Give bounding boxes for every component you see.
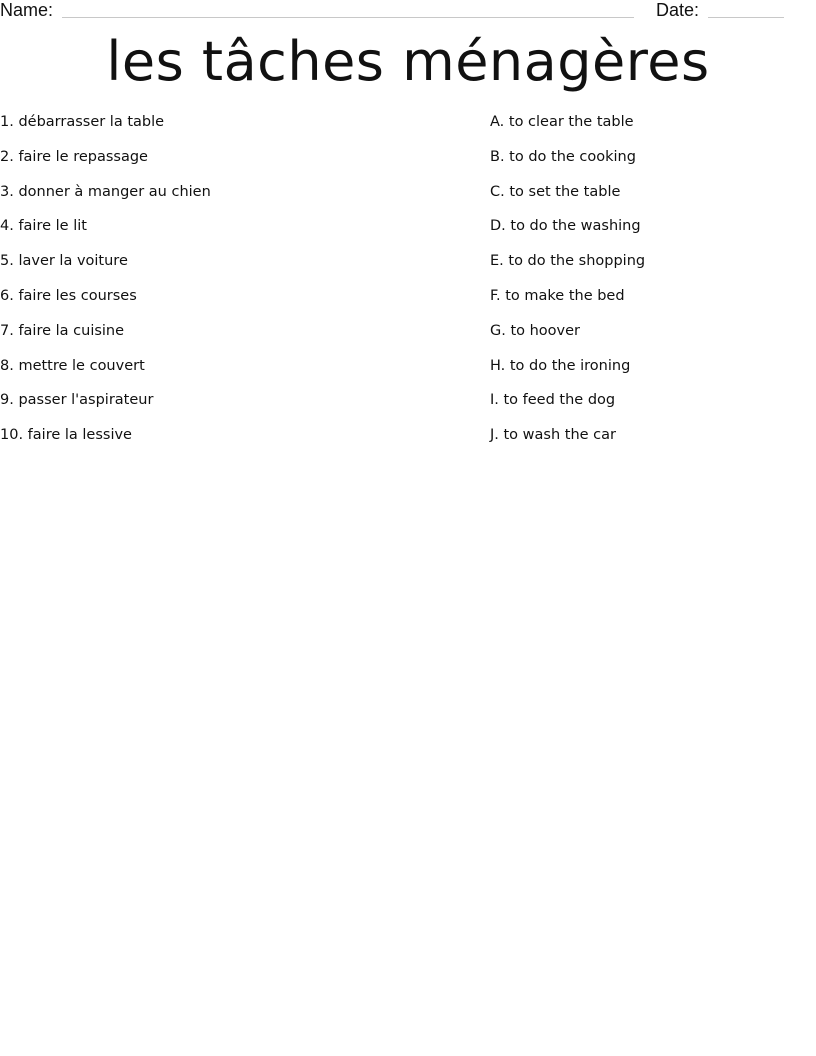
definition-item: D. to do the washing xyxy=(490,218,641,235)
worksheet-title: les tâches ménagères xyxy=(106,30,710,93)
term-item: 6. faire les courses xyxy=(0,287,137,304)
definition-item: B. to do the cooking xyxy=(490,148,636,165)
name-field-line[interactable] xyxy=(62,17,634,18)
definitions-list xyxy=(490,112,810,460)
term-item: 3. donner à manger au chien xyxy=(0,183,211,200)
term-item: 10. faire la lessive xyxy=(0,427,132,444)
term-item: 7. faire la cuisine xyxy=(0,322,125,339)
date-label: Date: xyxy=(656,0,700,20)
name-date-header xyxy=(0,0,816,22)
term-item: 8. mettre le couvert xyxy=(0,357,145,374)
term-item: 1. débarrasser la table xyxy=(0,114,165,130)
term-item: 9. passer l'aspirateur xyxy=(0,392,154,409)
definition-item: C. to set the table xyxy=(490,183,621,200)
terms-list xyxy=(0,112,470,460)
definition-item: F. to make the bed xyxy=(490,287,625,304)
definition-item: G. to hoover xyxy=(490,322,581,339)
date-field-line[interactable] xyxy=(708,17,784,18)
definition-item: H. to do the ironing xyxy=(490,357,631,374)
term-item: 4. faire le lit xyxy=(0,218,87,235)
definition-item: I. to feed the dog xyxy=(490,392,616,409)
term-item: 5. laver la voiture xyxy=(0,253,128,270)
definition-item: E. to do the shopping xyxy=(490,253,646,270)
definition-item: A. to clear the table xyxy=(490,114,634,130)
name-label: Name: xyxy=(0,0,54,20)
term-item: 2. faire le repassage xyxy=(0,148,148,165)
definition-item: J. to wash the car xyxy=(490,427,616,444)
